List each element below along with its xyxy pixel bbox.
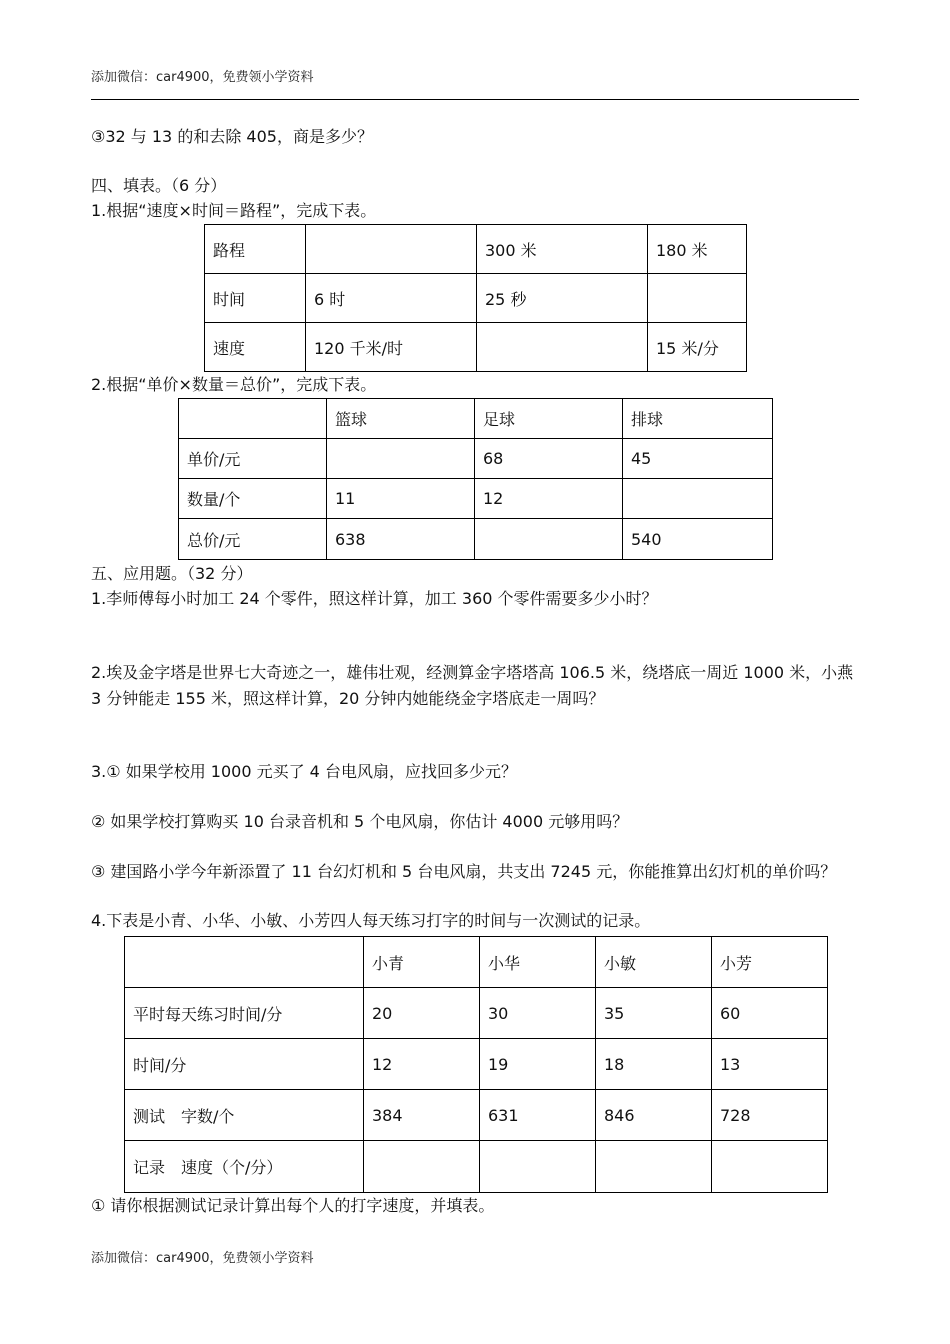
- table-cell: [596, 1141, 712, 1193]
- table-cell: 384: [364, 1090, 480, 1141]
- table-cell: 时间: [205, 274, 306, 323]
- table-row: [179, 519, 773, 560]
- table-cell: 记录 速度（个/分）: [125, 1141, 364, 1193]
- table-cell: 120 千米/时: [306, 323, 477, 372]
- table-cell: 60: [712, 988, 828, 1039]
- table-row: [125, 1090, 828, 1141]
- table-row: [125, 988, 828, 1039]
- header-divider: [91, 99, 859, 100]
- table-cell: 45: [623, 439, 773, 479]
- table-cell: 638: [327, 519, 475, 560]
- table-row: [125, 1039, 828, 1090]
- table-cell: 15 米/分: [648, 323, 747, 372]
- table-cell: 路程: [205, 225, 306, 274]
- section-5-question-4: 4.下表是小青、小华、小敏、小芳四人每天练习打字的时间与一次测试的记录。: [91, 911, 651, 930]
- table-cell: [179, 399, 327, 439]
- section-5-question-3-3: ③ 建国路小学今年新添置了 11 台幻灯机和 5 台电风扇，共支出 7245 元，你能推算出幻灯机的单价吗？: [91, 862, 837, 881]
- table-cell: 6 时: [306, 274, 477, 323]
- section-4-question-1: 1.根据“速度×时间＝路程”，完成下表。: [91, 201, 377, 220]
- table-row: [205, 323, 747, 372]
- section-5-question-3-2: ② 如果学校打算购买 10 台录音机和 5 个电风扇，你估计 4000 元够用吗？: [91, 812, 629, 831]
- table-row: [179, 399, 773, 439]
- section-5-question-1: 1.李师傅每小时加工 24 个零件，照这样计算，加工 360 个零件需要多少小时？: [91, 589, 658, 608]
- table-cell: 12: [475, 479, 623, 519]
- table-cell: 测试 字数/个: [125, 1090, 364, 1141]
- table-cell: 68: [475, 439, 623, 479]
- section-5-question-4-sub-1: ① 请你根据测试记录计算出每个人的打字速度，并填表。: [91, 1196, 495, 1215]
- table-cell: 25 秒: [477, 274, 648, 323]
- table-row: [205, 225, 747, 274]
- table-cell: 180 米: [648, 225, 747, 274]
- price-quantity-total-table: [178, 398, 773, 560]
- table-cell: [623, 479, 773, 519]
- table-cell: 19: [480, 1039, 596, 1090]
- typing-record-table: [124, 936, 828, 1193]
- table-row: [179, 439, 773, 479]
- section-4-question-2: 2.根据“单价×数量＝总价”，完成下表。: [91, 375, 377, 394]
- table-cell: [480, 1141, 596, 1193]
- table-cell: 单价/元: [179, 439, 327, 479]
- table-cell: [475, 519, 623, 560]
- speed-time-distance-table: [204, 224, 747, 372]
- table-row: [179, 479, 773, 519]
- table-cell: 小芳: [712, 937, 828, 988]
- table-cell: 排球: [623, 399, 773, 439]
- table-cell: [648, 274, 747, 323]
- table-cell: [477, 323, 648, 372]
- section-5-question-2: 2.埃及金字塔是世界七大奇迹之一，雄伟壮观，经测算金字塔塔高 106.5 米，绕塔底一周近 1000 米，小燕 3 分钟能走 155 米，照这样计算，20 分钟内她能绕金字塔底走一周吗？: [91, 663, 854, 708]
- table-cell: [306, 225, 477, 274]
- table-cell: 540: [623, 519, 773, 560]
- table-row: [205, 274, 747, 323]
- question-3-item-3: ③32 与 13 的和去除 405，商是多少？: [91, 127, 373, 146]
- table-cell: 足球: [475, 399, 623, 439]
- table-cell: 小华: [480, 937, 596, 988]
- table-cell: 速度: [205, 323, 306, 372]
- table-cell: 小青: [364, 937, 480, 988]
- table-cell: 时间/分: [125, 1039, 364, 1090]
- table-cell: 小敏: [596, 937, 712, 988]
- table-cell: [125, 937, 364, 988]
- table-cell: 35: [596, 988, 712, 1039]
- table-cell: 平时每天练习时间/分: [125, 988, 364, 1039]
- table-cell: [327, 439, 475, 479]
- table-cell: 728: [712, 1090, 828, 1141]
- table-cell: 20: [364, 988, 480, 1039]
- page-footer: 添加微信：car4900，免费领小学资料: [91, 1251, 314, 1266]
- table-cell: 631: [480, 1090, 596, 1141]
- table-cell: 篮球: [327, 399, 475, 439]
- table-cell: 12: [364, 1039, 480, 1090]
- table-cell: 18: [596, 1039, 712, 1090]
- table-cell: [364, 1141, 480, 1193]
- table-cell: [712, 1141, 828, 1193]
- table-cell: 13: [712, 1039, 828, 1090]
- table-cell: 300 米: [477, 225, 648, 274]
- section-5-question-3-1: 3.① 如果学校用 1000 元买了 4 台电风扇，应找回多少元？: [91, 762, 517, 781]
- table-cell: 总价/元: [179, 519, 327, 560]
- section-4-title: 四、填表。（6 分）: [91, 176, 227, 195]
- section-5-title: 五、应用题。（32 分）: [91, 564, 253, 583]
- table-cell: 846: [596, 1090, 712, 1141]
- page-header: 添加微信：car4900，免费领小学资料: [91, 70, 314, 85]
- table-cell: 数量/个: [179, 479, 327, 519]
- table-row: [125, 1141, 828, 1193]
- table-row: [125, 937, 828, 988]
- table-cell: 30: [480, 988, 596, 1039]
- table-cell: 11: [327, 479, 475, 519]
